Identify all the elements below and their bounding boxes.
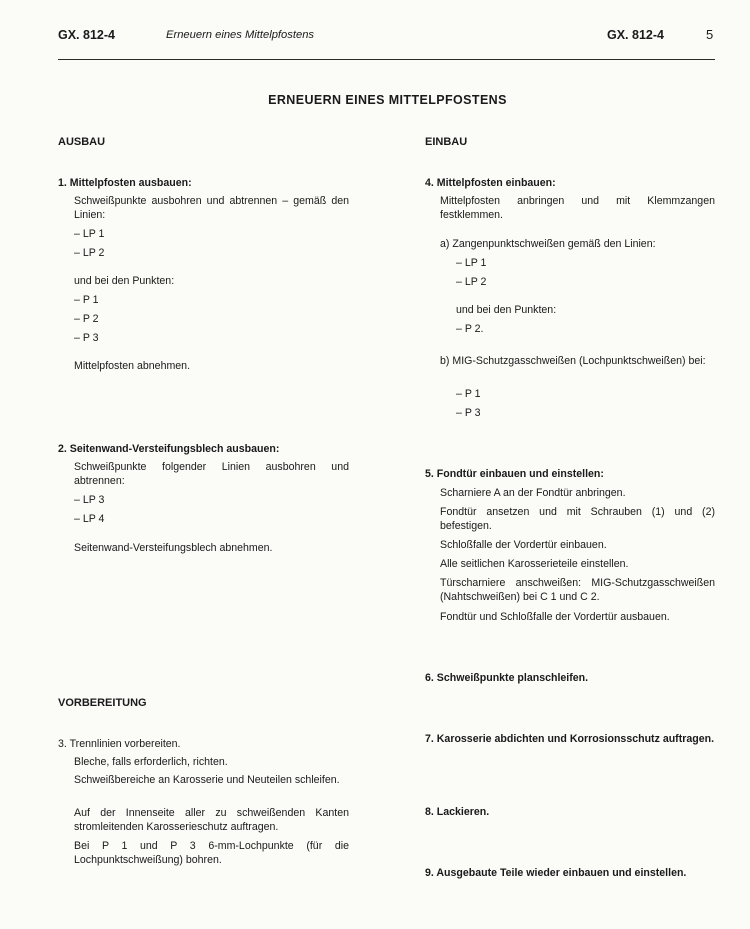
step-1-line-lp2: – LP 2	[74, 247, 105, 259]
step-5-text-5: Türscharniere anschweißen: MIG-Schutzgasschweißen (Nahtschweißen) bei C 1 und C 2.	[440, 577, 715, 603]
step-4-b-label: b) MIG-Schutzgasschweißen (Lochpunktschweißen) bei:	[440, 355, 706, 367]
step-3-text-4: Bei P 1 und P 3 6-mm-Lochpunkte (für die Lochpunktschweißung) bohren.	[74, 840, 349, 866]
section-einbau: EINBAU	[425, 136, 468, 148]
step-4-a-point-p2: – P 2.	[456, 323, 484, 335]
step-1-point-p3: – P 3	[74, 332, 99, 344]
step-3-text-3: Auf der Innenseite aller zu schweißenden Kanten stromleitenden Karosserieschutz auftragen.	[74, 807, 349, 833]
step-2-line-lp4: – LP 4	[74, 513, 105, 525]
step-5-text-1: Scharniere A an der Fondtür anbringen.	[440, 487, 626, 499]
step-5-heading: 5. Fondtür einbauen und einstellen:	[425, 468, 604, 480]
step-9-heading: 9. Ausgebaute Teile wieder einbauen und einstellen.	[425, 867, 687, 879]
header-code-right: GX. 812-4	[607, 28, 664, 42]
step-2-text: Schweißpunkte folgender Linien ausbohren und abtrennen:	[74, 461, 349, 487]
page-title: ERNEUERN EINES MITTELPFOSTENS	[268, 93, 507, 107]
step-4-b-point-p3: – P 3	[456, 407, 481, 419]
step-4-a-line-lp1: – LP 1	[456, 257, 487, 269]
step-3-text-1: Bleche, falls erforderlich, richten.	[74, 756, 228, 768]
step-1-heading: 1. Mittelpfosten ausbauen:	[58, 177, 192, 189]
step-1-text: Schweißpunkte ausbohren und abtrennen – gemäß den Linien:	[74, 195, 349, 221]
step-4-a-points-intro: und bei den Punkten:	[456, 304, 557, 316]
step-4-a-label: a) Zangenpunktschweißen gemäß den Linien:	[440, 238, 656, 250]
step-3-heading: 3. Trennlinien vorbereiten.	[58, 738, 181, 750]
step-2-remove: Seitenwand-Versteifungsblech abnehmen.	[74, 542, 273, 554]
step-4-heading: 4. Mittelpfosten einbauen:	[425, 177, 556, 189]
step-1-remove: Mittelpfosten abnehmen.	[74, 360, 191, 372]
step-1-point-p2: – P 2	[74, 313, 99, 325]
step-6-heading: 6. Schweißpunkte planschleifen.	[425, 672, 589, 684]
step-5-text-3: Schloßfalle der Vordertür einbauen.	[440, 539, 607, 551]
step-7-heading: 7. Karosserie abdichten und Korrosionsschutz auftragen.	[425, 733, 715, 745]
page-number: 5	[706, 27, 714, 42]
step-4-a-line-lp2: – LP 2	[456, 276, 487, 288]
step-1-line-lp1: – LP 1	[74, 228, 105, 240]
step-2-line-lp3: – LP 3	[74, 494, 105, 506]
header-code-left: GX. 812-4	[58, 28, 115, 42]
step-8-heading: 8. Lackieren.	[425, 806, 490, 818]
step-5-text-6: Fondtür und Schloßfalle der Vordertür ausbauen.	[440, 611, 670, 623]
step-2-heading: 2. Seitenwand-Versteifungsblech ausbauen:	[58, 443, 280, 455]
step-5-text-2: Fondtür ansetzen und mit Schrauben (1) und (2) befestigen.	[440, 506, 715, 532]
step-4-text: Mittelpfosten anbringen und mit Klemmzangen festklemmen.	[440, 195, 715, 221]
section-vorbereitung: VORBEREITUNG	[58, 697, 147, 709]
section-ausbau: AUSBAU	[58, 136, 106, 148]
step-1-points-intro: und bei den Punkten:	[74, 275, 175, 287]
header-subtitle: Erneuern eines Mittelpfostens	[166, 29, 315, 41]
step-4-b-point-p1: – P 1	[456, 388, 481, 400]
step-5-text-4: Alle seitlichen Karosserieteile einstellen.	[440, 558, 629, 570]
step-1-point-p1: – P 1	[74, 294, 99, 306]
step-3-text-2: Schweißbereiche an Karosserie und Neuteilen schleifen.	[74, 774, 340, 786]
header-rule	[58, 59, 715, 60]
